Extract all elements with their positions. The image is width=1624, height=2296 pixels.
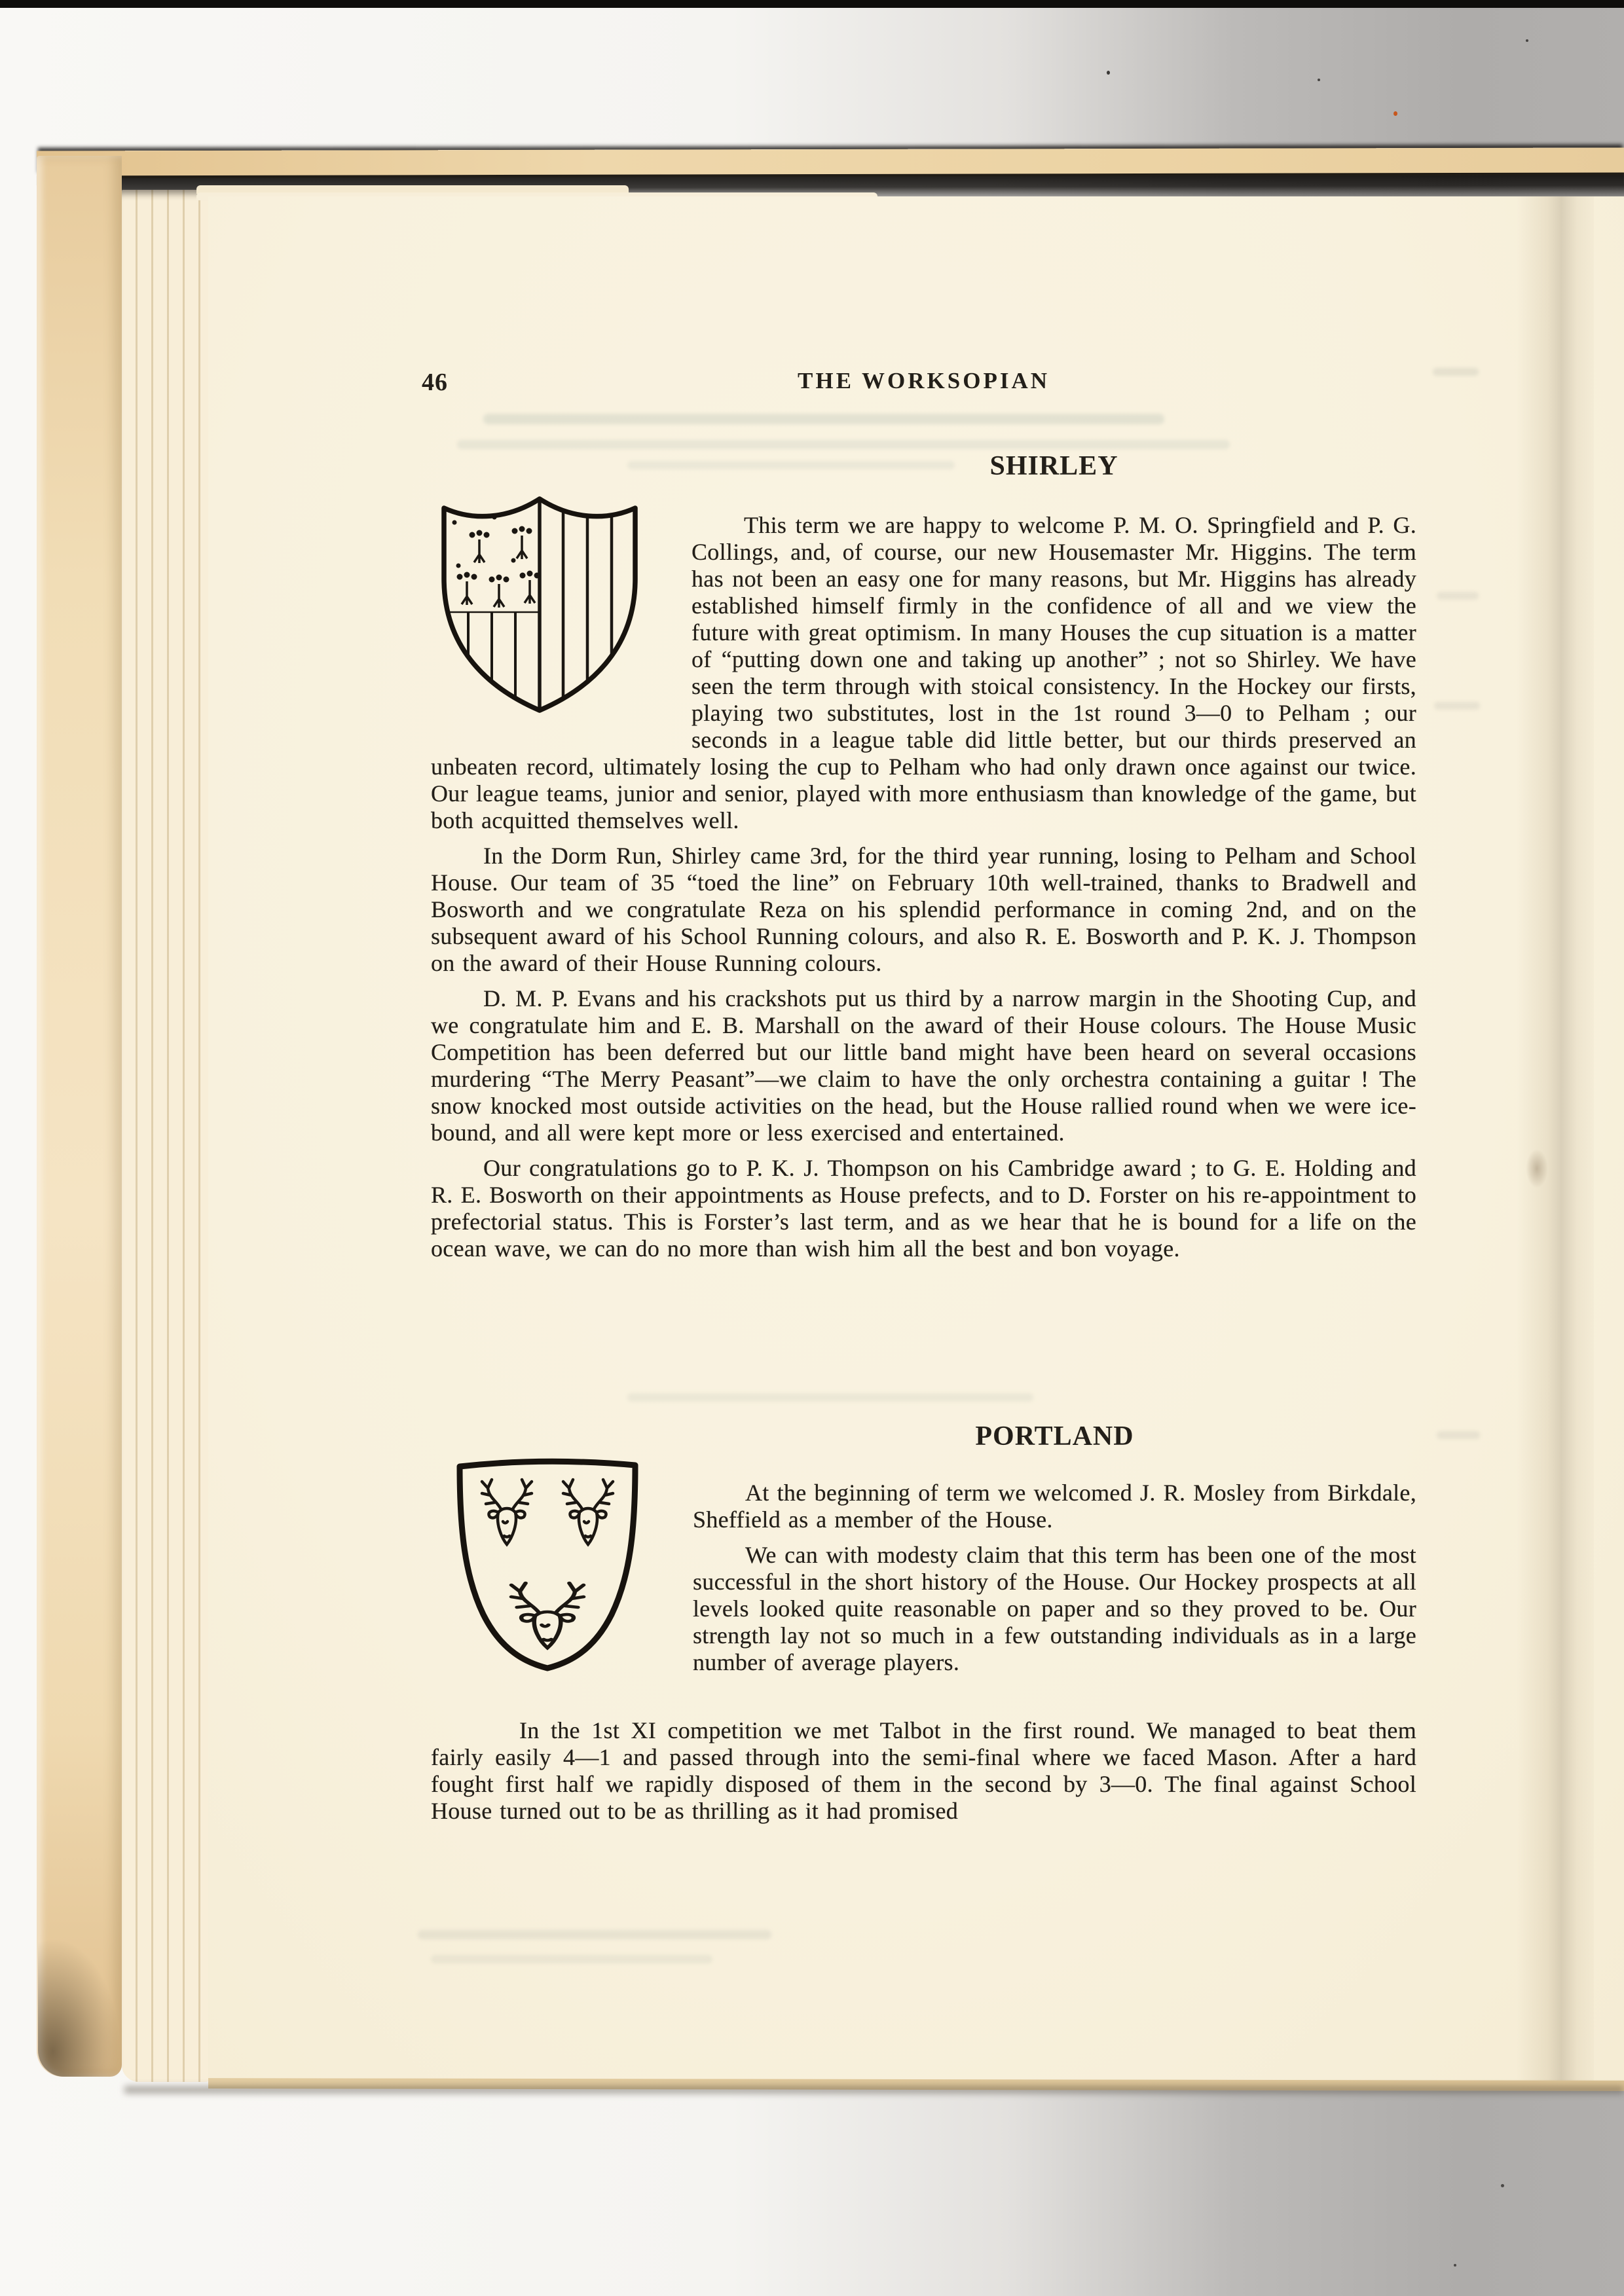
journal-title: THE WORKSOPIAN — [798, 368, 1050, 393]
showthrough-ghost — [483, 414, 1164, 424]
page-stack-fore-edge — [122, 190, 211, 2082]
paragraph: In the 1st XI competition we met Talbot in the first round. We managed to beat them fairly easily 4—1 and passed through into the semi-final where we faced Mason. After a hard fought first half we rapidly disposed of them in the second by 3—0. The final against School House turned out to be as thrilling as it had promised — [431, 1717, 1416, 1824]
showthrough-ghost — [627, 1393, 1033, 1402]
running-head — [422, 368, 1416, 401]
paragraph: This term we are happy to welcome P. M. O. Springfield and P. G. Collings, and, of course, our new Housemaster Mr. Higgins. The term has not been an easy one for many reasons, but Mr. Higgins has already established himself firmly in the confidence of all and we view the future with great optimism. In many Houses the cup situation is a matter of “putting down one and taking up another” ; not so Shirley. We have seen the term through with stoical consistency. In the Hockey our firsts, playing two substitutes, lost in the 1st round 3—0 to Pelham ; our seconds in a league table did little better, but our thirds preserved an unbeaten record, ultimately losing the cup to Pelham who had only drawn once against our twice. Our league teams, junior and senior, played with more enthusiasm than knowledge of the game, but both acquitted themselves well. — [431, 512, 1416, 833]
page-gutter-shadow — [1517, 196, 1594, 2083]
paragraph: At the beginning of term we welcomed J. R. Mosley from Birkdale, Sheffield as a member of the House. — [693, 1480, 1416, 1533]
page-number: 46 — [422, 369, 448, 396]
paragraph: Our congratulations go to P. K. J. Thompson on his Cambridge award ; to G. E. Holding and R. E. Bosworth on their appointments as House prefects, and to D. Forster on his re-appointment to prefectorial status. This is Forster’s last term, and as we hear that he is bound for a life on the ocean wave, we can do no more than wish him all the best and bon voyage. — [431, 1155, 1416, 1262]
shirley-house-crest-icon — [431, 512, 692, 728]
section-portland — [431, 1421, 1416, 1833]
dust-speck — [1501, 2184, 1504, 2187]
dust-speck — [1393, 111, 1397, 116]
dust-speck — [1526, 39, 1528, 42]
page-gutter-smudge — [1526, 1149, 1548, 1188]
portland-house-crest-icon — [431, 1480, 693, 1705]
book-page — [208, 196, 1624, 2083]
dust-speck — [1107, 71, 1110, 75]
showthrough-ghost — [1437, 1431, 1480, 1439]
showthrough-ghost — [1433, 368, 1479, 376]
section-heading-portland: PORTLAND — [975, 1421, 1134, 1451]
scanner-edge-strip — [0, 0, 1624, 8]
paragraph: In the Dorm Run, Shirley came 3rd, for the third year running, losing to Pelham and School House. Our team of 35 “toed the line” on February 10th well-trained, thanks to Bradwell and Bosworth and we congratulate Reza on his splendid performance in coming 2nd, and on the subsequent award of his School Running colours, and also R. E. Bosworth and P. K. J. Thompson on the award of their House Running colours. — [431, 843, 1416, 976]
section-heading-shirley: SHIRLEY — [989, 451, 1118, 481]
book-cover-corner-shade — [38, 1938, 120, 2077]
dust-speck — [1318, 79, 1320, 81]
showthrough-ghost — [1434, 702, 1480, 710]
showthrough-ghost — [457, 440, 1230, 449]
showthrough-ghost — [418, 1930, 771, 1939]
showthrough-ghost — [1437, 592, 1479, 600]
paragraph: D. M. P. Evans and his crackshots put us third by a narrow margin in the Shooting Cup, and we congratulate him and E. B. Marshall on the award of their House colours. The House Music Competition has been deferred but our little band might have been heard on several occasions murdering “The Merry Peasant”—we claim to have the only orchestra containing a guitar ! The snow knocked most outside activities on the head, but the House rallied round when we were ice-bound, and all were kept more or less exercised and entertained. — [431, 985, 1416, 1146]
paragraph: We can with modesty claim that this term has been one of the most successful in the short history of the House. Our Hockey prospects at all levels looked quite reasonable on paper and so they proved to be. Our strength lay not so much in a few outstanding individuals as in a large number of average players. — [693, 1542, 1416, 1675]
showthrough-ghost — [431, 1955, 712, 1963]
dust-speck — [1454, 2264, 1456, 2267]
page-bottom-shadow — [124, 2086, 1624, 2094]
book-cover-left-edge — [37, 156, 122, 2077]
section-shirley — [431, 450, 1416, 1271]
